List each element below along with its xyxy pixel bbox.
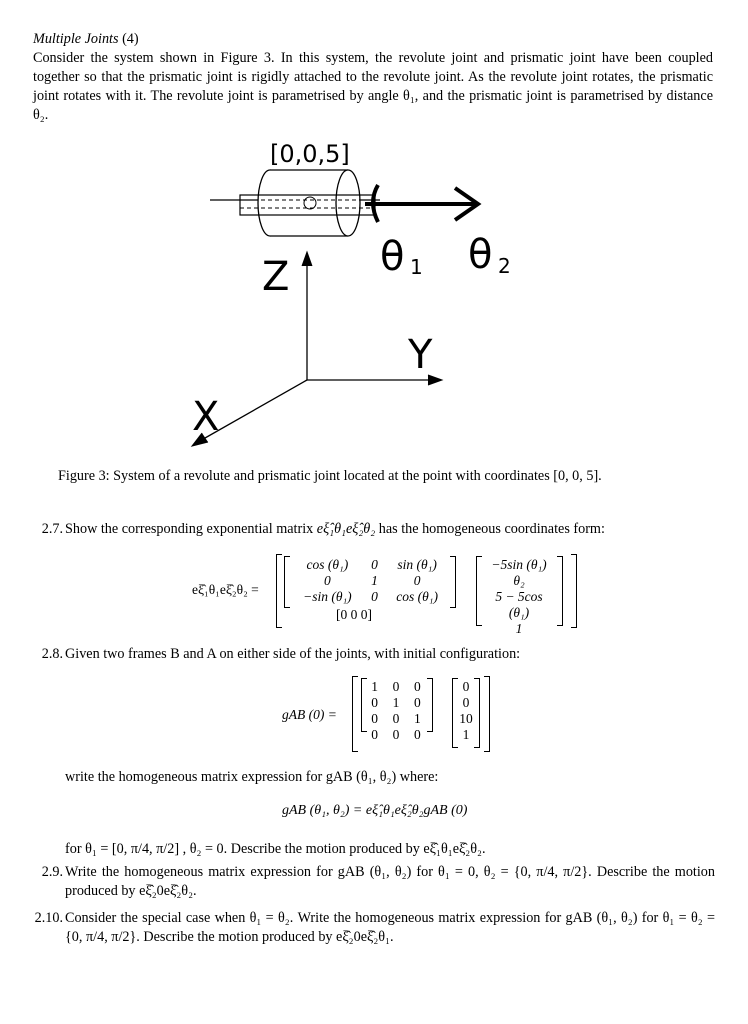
intro-paragraph: Consider the system shown in Figure 3. In this system, the revolute joint and prismatic joint have been coupled together so that the prismatic joint is rigidly attached to the revolute joint. As the revolute joint rotates, the prismatic joint rotates with it. The revolute joint is parametrised by angle θ₁, and the prismatic joint is parametrised by distance θ₂. <box>33 50 713 123</box>
question-text: Consider the special case when θ₁ = θ₂. Write the homogeneous matrix expression for gAB (θ₁, θ₂) for θ₁ = θ₂ = {0, π/4, π/2}. Describe the motion produced by eξ̂₂0eξ̂₂θ₁. <box>65 910 715 945</box>
question-2-8 <box>33 645 715 664</box>
initial-rotation-matrix: 1 0 0 0 1 0 0 0 1 0 0 0 <box>371 679 421 742</box>
z-arrow-icon <box>302 252 312 266</box>
y-axis-label: Y <box>408 332 433 378</box>
outer-bracket-right <box>571 554 577 628</box>
question-2-8-continued: write the homogeneous matrix expression for gAB (θ₁, θ₂) where: <box>65 769 439 785</box>
theta2-subscript: 2 <box>498 254 511 278</box>
position-label: [0,0,5] <box>270 140 350 168</box>
question-number: 2.7. <box>41 521 63 537</box>
exp-lhs: eξ̂₁θ₁eξ̂₂θ₂ = <box>192 582 259 597</box>
section-heading-count: (4) <box>122 31 139 47</box>
question-text: Given two frames B and A on either side of the joints, with initial configuration: <box>65 646 521 662</box>
outer-bracket-left <box>276 554 282 628</box>
section-heading: Multiple Joints <box>33 31 119 47</box>
gab-equation: gAB (θ₁, θ₂) = eξ̂₁θ₁eξ̂₂θ₂gAB (0) <box>282 803 468 818</box>
translation-vector: −5sin (θ₁) θ₂ 5 − 5cos (θ₁) 1 <box>491 557 547 636</box>
gab-lhs: gAB (0) = <box>282 707 337 722</box>
intro-section <box>33 30 713 125</box>
question-2-8-angles: for θ₁ = [0, π/4, π/2] , θ₂ = 0. Describe the motion produced by eξ̂₁θ₁eξ̂₂θ₂. <box>65 841 486 857</box>
question-number: 2.9. <box>41 864 63 880</box>
initial-translation-vector: 0 0 10 1 <box>459 679 473 742</box>
question-text: Write the homogeneous matrix expression for gAB (θ₁, θ₂) for θ₁ = 0, θ₂ = {0, π/4, π/2}. Describe the motion produced by eξ̂₂0eξ̂₂θ₂. <box>65 864 715 899</box>
bottom-row: [0 0 0] <box>336 607 372 622</box>
exponential-expression: eξ̂₁θ₁eξ̂₂θ₂ <box>316 521 376 537</box>
x-axis-label: X <box>192 394 220 440</box>
question-number: 2.8. <box>41 646 63 662</box>
z-axis-label: Z <box>262 254 290 300</box>
joint-diagram <box>150 140 530 460</box>
theta1-label: θ <box>380 234 405 280</box>
theta2-label: θ <box>468 232 493 278</box>
question-number: 2.10. <box>34 910 63 926</box>
theta1-subscript: 1 <box>410 255 423 279</box>
question-text-continued: has the homogeneous coordinates form: <box>378 521 605 537</box>
rotation-matrix: cos (θ₁) 0 sin (θ₁) 0 1 0 −sin (θ₁) 0 cos (θ₁) <box>303 557 438 604</box>
question-2-7 <box>33 520 715 539</box>
cylinder-front <box>336 170 360 236</box>
question-2-10 <box>33 909 715 947</box>
question-text: Show the corresponding exponential matrix <box>65 521 314 537</box>
figure-caption: Figure 3: System of a revolute and prismatic joint located at the point with coordinates [0, 0, 5]. <box>58 468 602 484</box>
question-2-9 <box>33 863 715 901</box>
